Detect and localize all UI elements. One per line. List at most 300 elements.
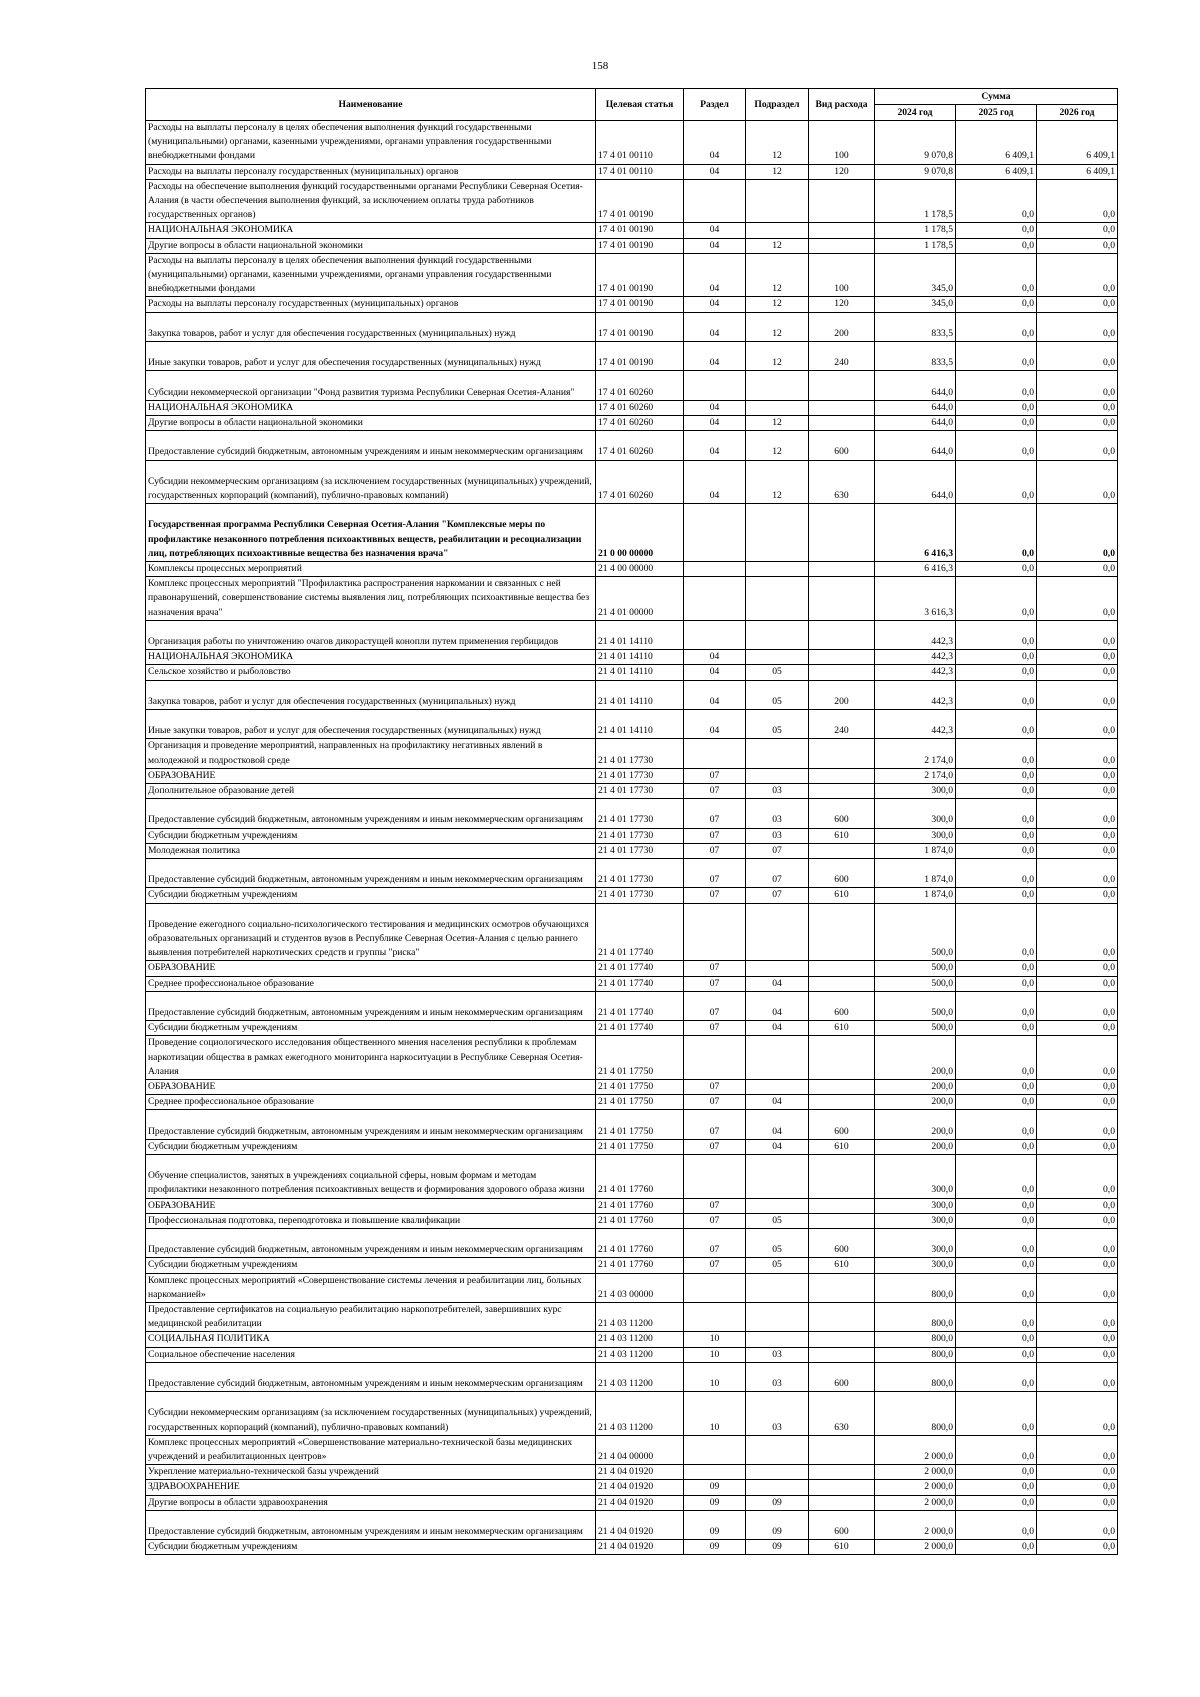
cell-sum-2026: 0,0 [1037, 828, 1118, 843]
table-row [146, 1095, 1118, 1110]
cell-section: 07 [684, 961, 746, 976]
cell-sum-2026: 0,0 [1037, 223, 1118, 238]
cell-section: 07 [684, 991, 746, 1020]
cell-sum-2024: 1 178,5 [875, 223, 956, 238]
cell-sum-2024: 3 616,3 [875, 577, 956, 621]
table-row [146, 961, 1118, 976]
cell-sum-2025: 0,0 [956, 416, 1037, 431]
cell-name: Закупка товаров, работ и услуг для обеспечения государственных (муниципальных) нужд [146, 312, 596, 341]
table-row [146, 1347, 1118, 1362]
cell-section: 09 [684, 1510, 746, 1539]
cell-subsection: 09 [746, 1495, 809, 1510]
table-row [146, 1021, 1118, 1036]
table-row [146, 431, 1118, 460]
table-row [146, 1303, 1118, 1332]
cell-expense-type [809, 1080, 875, 1095]
cell-section: 07 [684, 1021, 746, 1036]
cell-section: 09 [684, 1540, 746, 1555]
cell-sum-2025: 0,0 [956, 1465, 1037, 1480]
table-row [146, 179, 1118, 223]
cell-name: Расходы на обеспечение выполнения функций государственными органами Республики Северная Осетия-Алания (в части обеспечения выполнения функций, за исключением оплаты труда работников государственных органов) [146, 179, 596, 223]
cell-section [684, 371, 746, 400]
cell-subsection: 12 [746, 431, 809, 460]
cell-expense-type: 600 [809, 1110, 875, 1139]
cell-section: 10 [684, 1332, 746, 1347]
cell-sum-2024: 833,5 [875, 342, 956, 371]
cell-sum-2026: 0,0 [1037, 312, 1118, 341]
cell-sum-2024: 442,3 [875, 665, 956, 680]
cell-sum-2025: 0,0 [956, 1480, 1037, 1495]
cell-sum-2024: 2 000,0 [875, 1510, 956, 1539]
cell-sum-2026: 0,0 [1037, 1021, 1118, 1036]
table-row [146, 843, 1118, 858]
cell-sum-2026: 0,0 [1037, 400, 1118, 415]
cell-expense-type [809, 1303, 875, 1332]
cell-sum-2024: 500,0 [875, 976, 956, 991]
cell-expense-type [809, 562, 875, 577]
cell-subsection [746, 903, 809, 961]
cell-subsection [746, 1332, 809, 1347]
cell-name: НАЦИОНАЛЬНАЯ ЭКОНОМИКА [146, 400, 596, 415]
cell-sum-2024: 300,0 [875, 1213, 956, 1228]
cell-name: Обучение специалистов, занятых в учреждениях социальной сферы, новым формам и методам профилактики незаконного потребления психоактивных веществ и формирования здорового образа жизни [146, 1155, 596, 1199]
cell-sum-2025: 0,0 [956, 665, 1037, 680]
table-row [146, 903, 1118, 961]
cell-target: 21 4 03 11200 [596, 1332, 684, 1347]
cell-name: Комплексы процессных мероприятий [146, 562, 596, 577]
cell-name: Другие вопросы в области национальной экономики [146, 238, 596, 253]
cell-section: 07 [684, 828, 746, 843]
cell-subsection [746, 1303, 809, 1332]
cell-name: Другие вопросы в области национальной экономики [146, 416, 596, 431]
cell-sum-2025: 0,0 [956, 1139, 1037, 1154]
cell-expense-type: 600 [809, 799, 875, 828]
cell-target: 17 4 01 00190 [596, 253, 684, 297]
cell-sum-2025: 0,0 [956, 680, 1037, 709]
cell-sum-2024: 800,0 [875, 1362, 956, 1391]
cell-sum-2026: 0,0 [1037, 504, 1118, 562]
cell-target: 21 4 01 00000 [596, 577, 684, 621]
table-row [146, 1110, 1118, 1139]
cell-subsection: 12 [746, 460, 809, 504]
cell-target: 21 4 03 11200 [596, 1347, 684, 1362]
table-row [146, 1229, 1118, 1258]
cell-expense-type: 600 [809, 1362, 875, 1391]
cell-target: 21 4 01 17750 [596, 1036, 684, 1080]
cell-target: 21 4 01 17740 [596, 903, 684, 961]
cell-sum-2026: 0,0 [1037, 710, 1118, 739]
cell-section: 07 [684, 843, 746, 858]
cell-sum-2025: 0,0 [956, 784, 1037, 799]
cell-subsection [746, 1465, 809, 1480]
cell-section: 07 [684, 1095, 746, 1110]
cell-target: 17 4 01 60260 [596, 371, 684, 400]
cell-sum-2025: 0,0 [956, 1229, 1037, 1258]
cell-sum-2026: 0,0 [1037, 620, 1118, 649]
cell-name: Предоставление субсидий бюджетным, автономным учреждениям и иным некоммерческим организациям [146, 1110, 596, 1139]
cell-section: 04 [684, 164, 746, 179]
cell-subsection [746, 1036, 809, 1080]
cell-subsection: 12 [746, 121, 809, 165]
cell-expense-type: 120 [809, 164, 875, 179]
cell-sum-2025: 0,0 [956, 297, 1037, 312]
cell-subsection: 03 [746, 799, 809, 828]
cell-sum-2024: 500,0 [875, 961, 956, 976]
cell-sum-2025: 6 409,1 [956, 164, 1037, 179]
cell-sum-2026: 0,0 [1037, 416, 1118, 431]
cell-target: 21 4 01 14110 [596, 665, 684, 680]
cell-target: 21 4 01 17760 [596, 1258, 684, 1273]
table-row [146, 784, 1118, 799]
cell-section: 04 [684, 297, 746, 312]
cell-sum-2024: 2 174,0 [875, 739, 956, 768]
cell-name: Организация и проведение мероприятий, направленных на профилактику негативных явлений в молодежной и подростковой среде [146, 739, 596, 768]
cell-expense-type: 240 [809, 710, 875, 739]
cell-section: 07 [684, 784, 746, 799]
cell-name: Предоставление субсидий бюджетным, автономным учреждениям и иным некоммерческим организациям [146, 991, 596, 1020]
cell-target: 17 4 01 00190 [596, 223, 684, 238]
cell-expense-type: 610 [809, 888, 875, 903]
cell-name: Комплекс процессных мероприятий «Совершенствование материально-технической базы медицинских учреждений и реабилитационных центров» [146, 1435, 596, 1464]
cell-sum-2025: 0,0 [956, 371, 1037, 400]
cell-target: 21 4 01 17730 [596, 859, 684, 888]
cell-sum-2024: 2 000,0 [875, 1465, 956, 1480]
cell-sum-2024: 300,0 [875, 1155, 956, 1199]
budget-table [145, 88, 1118, 1555]
cell-expense-type [809, 400, 875, 415]
cell-sum-2026: 6 409,1 [1037, 121, 1118, 165]
cell-name: НАЦИОНАЛЬНАЯ ЭКОНОМИКА [146, 223, 596, 238]
table-row [146, 991, 1118, 1020]
table-row [146, 164, 1118, 179]
cell-sum-2024: 644,0 [875, 400, 956, 415]
cell-sum-2026: 0,0 [1037, 297, 1118, 312]
cell-target: 21 4 04 01920 [596, 1510, 684, 1539]
cell-subsection: 05 [746, 1258, 809, 1273]
table-row [146, 562, 1118, 577]
header-sum: Сумма [875, 89, 1118, 105]
cell-target: 21 4 03 11200 [596, 1362, 684, 1391]
cell-sum-2025: 0,0 [956, 620, 1037, 649]
cell-target: 21 4 01 17760 [596, 1198, 684, 1213]
cell-target: 17 4 01 00190 [596, 238, 684, 253]
cell-expense-type [809, 1198, 875, 1213]
cell-sum-2026: 0,0 [1037, 665, 1118, 680]
cell-sum-2024: 9 070,8 [875, 164, 956, 179]
cell-sum-2025: 0,0 [956, 961, 1037, 976]
cell-subsection [746, 739, 809, 768]
cell-section [684, 1303, 746, 1332]
cell-sum-2024: 9 070,8 [875, 121, 956, 165]
cell-expense-type: 200 [809, 312, 875, 341]
table-row [146, 739, 1118, 768]
cell-sum-2026: 0,0 [1037, 903, 1118, 961]
cell-target: 21 4 01 17750 [596, 1095, 684, 1110]
cell-sum-2024: 644,0 [875, 460, 956, 504]
cell-name: Предоставление субсидий бюджетным, автономным учреждениям и иным некоммерческим организациям [146, 431, 596, 460]
cell-target: 21 4 01 17730 [596, 799, 684, 828]
cell-section: 04 [684, 400, 746, 415]
cell-sum-2026: 0,0 [1037, 1110, 1118, 1139]
cell-target: 21 4 01 17760 [596, 1155, 684, 1199]
cell-sum-2025: 0,0 [956, 739, 1037, 768]
table-row [146, 400, 1118, 415]
cell-expense-type [809, 577, 875, 621]
cell-section: 07 [684, 1258, 746, 1273]
cell-subsection: 04 [746, 1021, 809, 1036]
cell-name: Иные закупки товаров, работ и услуг для обеспечения государственных (муниципальных) нужд [146, 342, 596, 371]
cell-section: 07 [684, 799, 746, 828]
cell-subsection [746, 620, 809, 649]
cell-sum-2025: 0,0 [956, 179, 1037, 223]
cell-sum-2024: 2 000,0 [875, 1435, 956, 1464]
cell-name: СОЦИАЛЬНАЯ ПОЛИТИКА [146, 1332, 596, 1347]
cell-sum-2025: 0,0 [956, 312, 1037, 341]
cell-sum-2025: 0,0 [956, 253, 1037, 297]
cell-sum-2025: 0,0 [956, 1155, 1037, 1199]
cell-section [684, 1155, 746, 1199]
cell-sum-2026: 0,0 [1037, 1213, 1118, 1228]
cell-sum-2026: 0,0 [1037, 371, 1118, 400]
cell-target: 17 4 01 00190 [596, 312, 684, 341]
cell-sum-2024: 200,0 [875, 1036, 956, 1080]
cell-name: Субсидии бюджетным учреждениям [146, 1139, 596, 1154]
cell-sum-2024: 2 000,0 [875, 1540, 956, 1555]
cell-sum-2026: 0,0 [1037, 1495, 1118, 1510]
cell-subsection: 05 [746, 710, 809, 739]
cell-section [684, 903, 746, 961]
cell-expense-type: 240 [809, 342, 875, 371]
cell-section: 07 [684, 1198, 746, 1213]
cell-target: 21 4 01 17740 [596, 976, 684, 991]
cell-target: 21 4 01 14110 [596, 680, 684, 709]
cell-sum-2026: 0,0 [1037, 1273, 1118, 1302]
cell-subsection: 07 [746, 843, 809, 858]
cell-section: 04 [684, 121, 746, 165]
cell-expense-type [809, 1213, 875, 1228]
cell-sum-2024: 800,0 [875, 1332, 956, 1347]
cell-target: 21 4 01 14110 [596, 710, 684, 739]
cell-subsection [746, 179, 809, 223]
cell-sum-2026: 0,0 [1037, 799, 1118, 828]
cell-sum-2026: 0,0 [1037, 1510, 1118, 1539]
cell-section [684, 1435, 746, 1464]
cell-sum-2026: 0,0 [1037, 1036, 1118, 1080]
cell-expense-type [809, 416, 875, 431]
table-row [146, 976, 1118, 991]
cell-subsection: 09 [746, 1540, 809, 1555]
cell-sum-2024: 200,0 [875, 1110, 956, 1139]
cell-sum-2026: 0,0 [1037, 1465, 1118, 1480]
cell-name: Другие вопросы в области здравоохранения [146, 1495, 596, 1510]
cell-sum-2024: 345,0 [875, 297, 956, 312]
table-row [146, 828, 1118, 843]
cell-sum-2026: 0,0 [1037, 1332, 1118, 1347]
cell-subsection: 09 [746, 1510, 809, 1539]
header-year-2026: 2026 год [1037, 105, 1118, 121]
cell-expense-type: 600 [809, 991, 875, 1020]
cell-name: Проведение ежегодного социально-психологического тестирования и медицинских осмотров обучающихся образовательных организаций и студентов вузов в Республике Северная Осетия-Алания с целью раннего выявления потребителей наркотических средств и группы "риска" [146, 903, 596, 961]
table-row [146, 1392, 1118, 1436]
cell-subsection: 12 [746, 253, 809, 297]
cell-section: 07 [684, 859, 746, 888]
cell-sum-2025: 0,0 [956, 400, 1037, 415]
cell-sum-2026: 0,0 [1037, 1347, 1118, 1362]
cell-name: Комплекс процессных мероприятий «Совершенствование системы лечения и реабилитации лиц, больных наркоманией» [146, 1273, 596, 1302]
cell-target: 21 4 01 17750 [596, 1139, 684, 1154]
cell-sum-2026: 0,0 [1037, 253, 1118, 297]
cell-sum-2025: 0,0 [956, 1213, 1037, 1228]
cell-expense-type: 600 [809, 1510, 875, 1539]
cell-section: 04 [684, 253, 746, 297]
cell-target: 21 4 01 17730 [596, 739, 684, 768]
cell-expense-type [809, 1495, 875, 1510]
cell-sum-2024: 6 416,3 [875, 562, 956, 577]
cell-section: 04 [684, 431, 746, 460]
cell-target: 21 4 03 11200 [596, 1303, 684, 1332]
cell-sum-2025: 0,0 [956, 1110, 1037, 1139]
cell-sum-2024: 442,3 [875, 710, 956, 739]
cell-section [684, 1036, 746, 1080]
cell-expense-type [809, 784, 875, 799]
cell-sum-2025: 0,0 [956, 888, 1037, 903]
cell-sum-2026: 0,0 [1037, 739, 1118, 768]
cell-sum-2024: 442,3 [875, 620, 956, 649]
table-row [146, 768, 1118, 783]
cell-name: Предоставление сертификатов на социальную реабилитацию наркопотребителей, завершивших курс медицинской реабилитации [146, 1303, 596, 1332]
cell-section: 04 [684, 416, 746, 431]
cell-subsection [746, 650, 809, 665]
cell-expense-type [809, 620, 875, 649]
cell-sum-2024: 6 416,3 [875, 504, 956, 562]
cell-sum-2024: 300,0 [875, 784, 956, 799]
cell-sum-2026: 0,0 [1037, 1540, 1118, 1555]
cell-subsection: 07 [746, 859, 809, 888]
cell-target: 17 4 01 60260 [596, 460, 684, 504]
cell-name: Субсидии бюджетным учреждениям [146, 1540, 596, 1555]
cell-expense-type [809, 1095, 875, 1110]
cell-name: Организация работы по уничтожению очагов дикорастущей конопли путем применения гербицидов [146, 620, 596, 649]
cell-sum-2024: 200,0 [875, 1139, 956, 1154]
cell-sum-2024: 345,0 [875, 253, 956, 297]
cell-sum-2024: 300,0 [875, 799, 956, 828]
cell-expense-type: 610 [809, 828, 875, 843]
cell-sum-2026: 0,0 [1037, 843, 1118, 858]
cell-name: Среднее профессиональное образование [146, 976, 596, 991]
cell-target: 21 4 01 14110 [596, 650, 684, 665]
cell-subsection: 05 [746, 1229, 809, 1258]
cell-expense-type: 120 [809, 297, 875, 312]
cell-name: Государственная программа Республики Северная Осетия-Алания "Комплексные меры по профилактике незаконного потребления психоактивных веществ, реабилитации и ресоциализации лиц, потребляющих психоактивные вещества без назначения врача" [146, 504, 596, 562]
table-row [146, 1332, 1118, 1347]
cell-sum-2025: 0,0 [956, 342, 1037, 371]
cell-name: НАЦИОНАЛЬНАЯ ЭКОНОМИКА [146, 650, 596, 665]
cell-sum-2026: 6 409,1 [1037, 164, 1118, 179]
cell-target: 21 0 00 00000 [596, 504, 684, 562]
cell-sum-2026: 0,0 [1037, 460, 1118, 504]
cell-sum-2025: 0,0 [956, 1095, 1037, 1110]
cell-section: 07 [684, 888, 746, 903]
cell-name: Предоставление субсидий бюджетным, автономным учреждениям и иным некоммерческим организациям [146, 1510, 596, 1539]
cell-section [684, 562, 746, 577]
cell-target: 21 4 01 14110 [596, 620, 684, 649]
table-row [146, 888, 1118, 903]
cell-expense-type [809, 768, 875, 783]
cell-name: Предоставление субсидий бюджетным, автономным учреждениям и иным некоммерческим организациям [146, 1362, 596, 1391]
cell-expense-type [809, 179, 875, 223]
cell-name: Расходы на выплаты персоналу государственных (муниципальных) органов [146, 297, 596, 312]
table-row [146, 1495, 1118, 1510]
cell-sum-2024: 800,0 [875, 1347, 956, 1362]
cell-sum-2026: 0,0 [1037, 1139, 1118, 1154]
cell-subsection: 12 [746, 164, 809, 179]
cell-sum-2024: 1 178,5 [875, 179, 956, 223]
cell-subsection: 04 [746, 1110, 809, 1139]
table-row [146, 1155, 1118, 1199]
cell-section: 07 [684, 768, 746, 783]
table-row [146, 1435, 1118, 1464]
cell-subsection [746, 577, 809, 621]
table-row [146, 504, 1118, 562]
table-row [146, 1258, 1118, 1273]
table-row [146, 1080, 1118, 1095]
cell-subsection: 03 [746, 784, 809, 799]
cell-section: 04 [684, 710, 746, 739]
cell-name: ОБРАЗОВАНИЕ [146, 961, 596, 976]
cell-sum-2026: 0,0 [1037, 961, 1118, 976]
table-header [146, 89, 1118, 121]
cell-expense-type [809, 238, 875, 253]
cell-target: 21 4 01 17740 [596, 1021, 684, 1036]
cell-sum-2024: 2 174,0 [875, 768, 956, 783]
cell-sum-2024: 800,0 [875, 1392, 956, 1436]
cell-expense-type [809, 650, 875, 665]
cell-target: 21 4 00 00000 [596, 562, 684, 577]
cell-target: 21 4 04 01920 [596, 1480, 684, 1495]
cell-target: 21 4 01 17740 [596, 961, 684, 976]
cell-sum-2025: 0,0 [956, 223, 1037, 238]
cell-name: Расходы на выплаты персоналу государственных (муниципальных) органов [146, 164, 596, 179]
cell-sum-2025: 0,0 [956, 1080, 1037, 1095]
cell-expense-type: 610 [809, 1540, 875, 1555]
cell-section: 09 [684, 1495, 746, 1510]
cell-target: 17 4 01 60260 [596, 400, 684, 415]
cell-subsection: 03 [746, 1347, 809, 1362]
cell-sum-2026: 0,0 [1037, 577, 1118, 621]
cell-sum-2024: 2 000,0 [875, 1495, 956, 1510]
cell-expense-type [809, 739, 875, 768]
cell-sum-2024: 644,0 [875, 371, 956, 400]
table-row [146, 680, 1118, 709]
cell-sum-2025: 0,0 [956, 1347, 1037, 1362]
cell-expense-type [809, 371, 875, 400]
cell-sum-2026: 0,0 [1037, 1198, 1118, 1213]
cell-sum-2024: 644,0 [875, 416, 956, 431]
cell-sum-2026: 0,0 [1037, 991, 1118, 1020]
cell-sum-2025: 0,0 [956, 577, 1037, 621]
cell-name: Субсидии бюджетным учреждениям [146, 1258, 596, 1273]
table-row [146, 342, 1118, 371]
cell-sum-2026: 0,0 [1037, 859, 1118, 888]
table-row [146, 859, 1118, 888]
cell-expense-type [809, 1480, 875, 1495]
table-row [146, 1465, 1118, 1480]
cell-sum-2025: 0,0 [956, 431, 1037, 460]
cell-sum-2026: 0,0 [1037, 1480, 1118, 1495]
cell-name: Расходы на выплаты персоналу в целях обеспечения выполнения функций государственными (муниципальными) органами, казенными учреждениями, органами управления государственными внебюджетными фондами [146, 121, 596, 165]
cell-expense-type [809, 665, 875, 680]
table-row [146, 799, 1118, 828]
